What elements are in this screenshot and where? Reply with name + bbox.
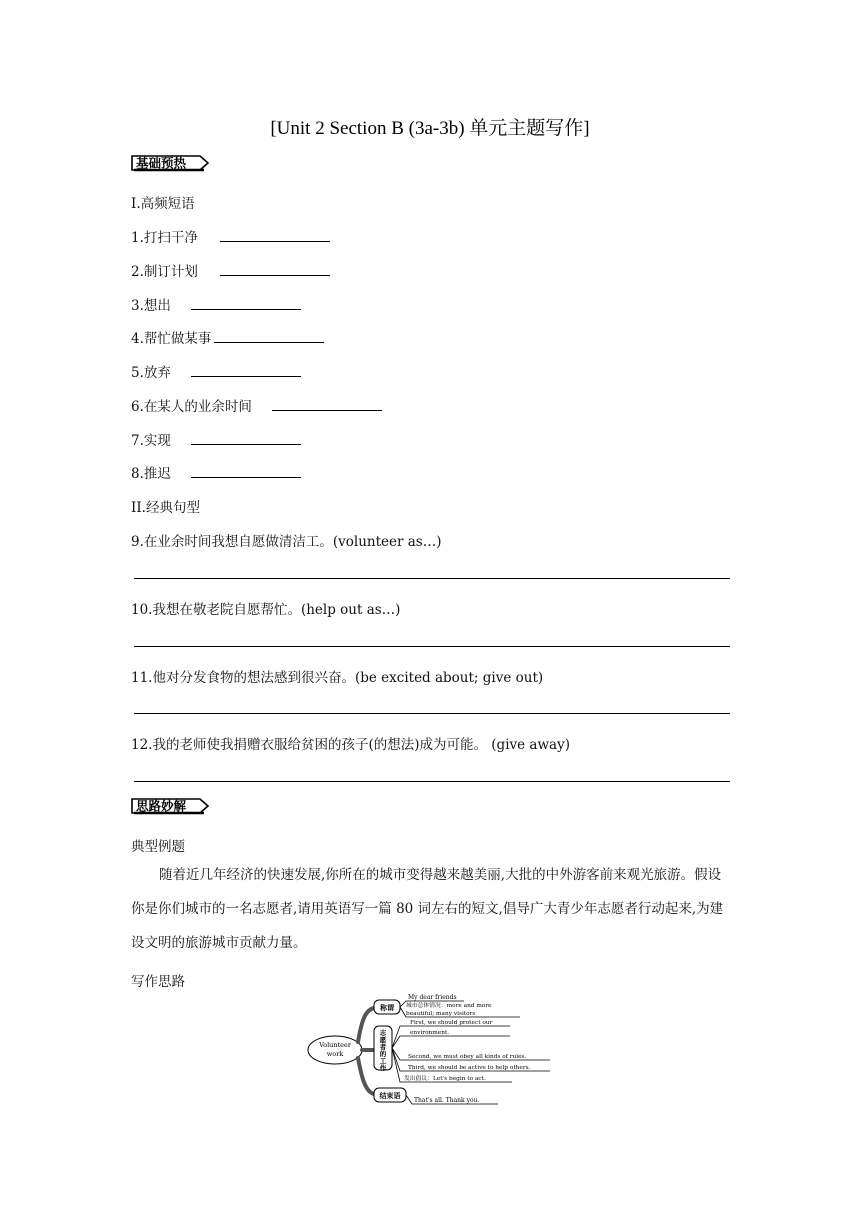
section-tag-analysis-text: 思路妙解: [136, 798, 187, 814]
section-tag-warmup: [130, 154, 210, 172]
phrase-item-6: [131, 395, 382, 415]
section-tag-warmup-text: 基础预热: [136, 155, 187, 171]
example-heading: 典型例题: [131, 839, 185, 855]
mindmap-center-text-1: Volunteer: [319, 1041, 351, 1049]
answer-blank[interactable]: [220, 264, 330, 276]
answer-blank[interactable]: [191, 466, 301, 478]
mindmap-branch-duties-char: 者: [379, 1043, 387, 1051]
mind-map: [300, 990, 560, 1110]
mindmap-branch-duties-char: 愿: [379, 1036, 387, 1044]
part2-heading: II.经典句型: [131, 500, 200, 516]
thinking-heading: 写作思路: [131, 974, 185, 990]
answer-blank[interactable]: [191, 298, 301, 310]
phrase-label: 1.打扫干净: [131, 230, 198, 246]
mindmap-branch-duties-char: 的: [379, 1050, 387, 1058]
answer-blank[interactable]: [191, 365, 301, 377]
mindmap-leaf-first-2: environment.: [410, 1030, 450, 1036]
mindmap-branch-duties-char: 工: [379, 1057, 387, 1065]
mindmap-leaf-city-1: 城市总体情况：more and more: [406, 1003, 492, 1009]
phrase-label: 2.制订计划: [131, 264, 198, 280]
answer-blank[interactable]: [191, 433, 301, 445]
mindmap-leaf-second: Second, we must obey all kinds of rules.: [408, 1054, 527, 1060]
section-tag-analysis: [130, 797, 210, 815]
sentence-item-10: 10.我想在敬老院自愿帮忙。(help out as…): [131, 602, 401, 618]
sentence-item-9: 9.在业余时间我想自愿做清洁工。(volunteer as…): [131, 534, 442, 550]
sentence-item-11: 11.他对分发食物的想法感到很兴奋。(be excited about; give out): [131, 670, 544, 686]
mindmap-branch-duties-char: 志: [379, 1029, 387, 1037]
mindmap-leaf-city-2: beautiful; many visitors: [406, 1011, 476, 1017]
phrase-label: 4.帮忙做某事: [131, 331, 212, 347]
sentence-item-12: 12.我的老师使我捐赠衣服给贫困的孩子(的想法)成为可能。 (give away): [131, 737, 570, 753]
answer-line-10[interactable]: [134, 646, 730, 647]
phrase-item-8: [131, 462, 301, 482]
phrase-item-7: [131, 429, 301, 449]
mindmap-branch-greeting-text: 称谓: [380, 1003, 394, 1012]
answer-line-11[interactable]: [134, 713, 730, 714]
mindmap-leaf-closing: That's all. Thank you.: [414, 1097, 480, 1104]
mindmap-leaf-greeting: My dear friends: [408, 994, 457, 1001]
phrase-item-3: [131, 294, 301, 314]
answer-blank[interactable]: [272, 399, 382, 411]
phrase-label: 5.放弃: [131, 365, 171, 381]
phrase-label: 3.想出: [131, 298, 171, 314]
mindmap-branch-closing-text: 结束语: [379, 1091, 401, 1100]
answer-line-12[interactable]: [134, 781, 730, 782]
phrase-item-1: [131, 226, 330, 246]
phrase-label: 8.推迟: [131, 466, 171, 482]
answer-blank[interactable]: [214, 331, 324, 343]
phrase-item-5: [131, 361, 301, 381]
example-paragraph: 随着近几年经济的快速发展,你所在的城市变得越来越美丽,大批的中外游客前来观光旅游。假设你是你们城市的一名志愿者,请用英语写一篇 80 词左右的短文,倡导广大青少年志愿者行动起来,为建设文明的旅游城市贡献力量。: [131, 867, 724, 951]
answer-blank[interactable]: [220, 230, 330, 242]
mindmap-leaf-third: Third, we should be active to help others.: [408, 1065, 531, 1071]
mindmap-branch-duties-char: 作: [379, 1064, 387, 1072]
phrase-item-2: [131, 260, 330, 280]
mindmap-leaf-first-1: First, we should protect our: [410, 1020, 493, 1026]
phrase-label: 6.在某人的业余时间: [131, 399, 252, 415]
mindmap-leaf-call: 发出倡议：Let's begin to act.: [404, 1076, 486, 1082]
page-title: [Unit 2 Section B (3a-3b) 单元主题写作]: [270, 118, 590, 139]
answer-line-9[interactable]: [134, 578, 730, 579]
part1-heading: I.高频短语: [131, 196, 195, 212]
mindmap-center-text-2: work: [326, 1050, 344, 1058]
phrase-item-4: [131, 327, 324, 347]
phrase-label: 7.实现: [131, 433, 171, 449]
